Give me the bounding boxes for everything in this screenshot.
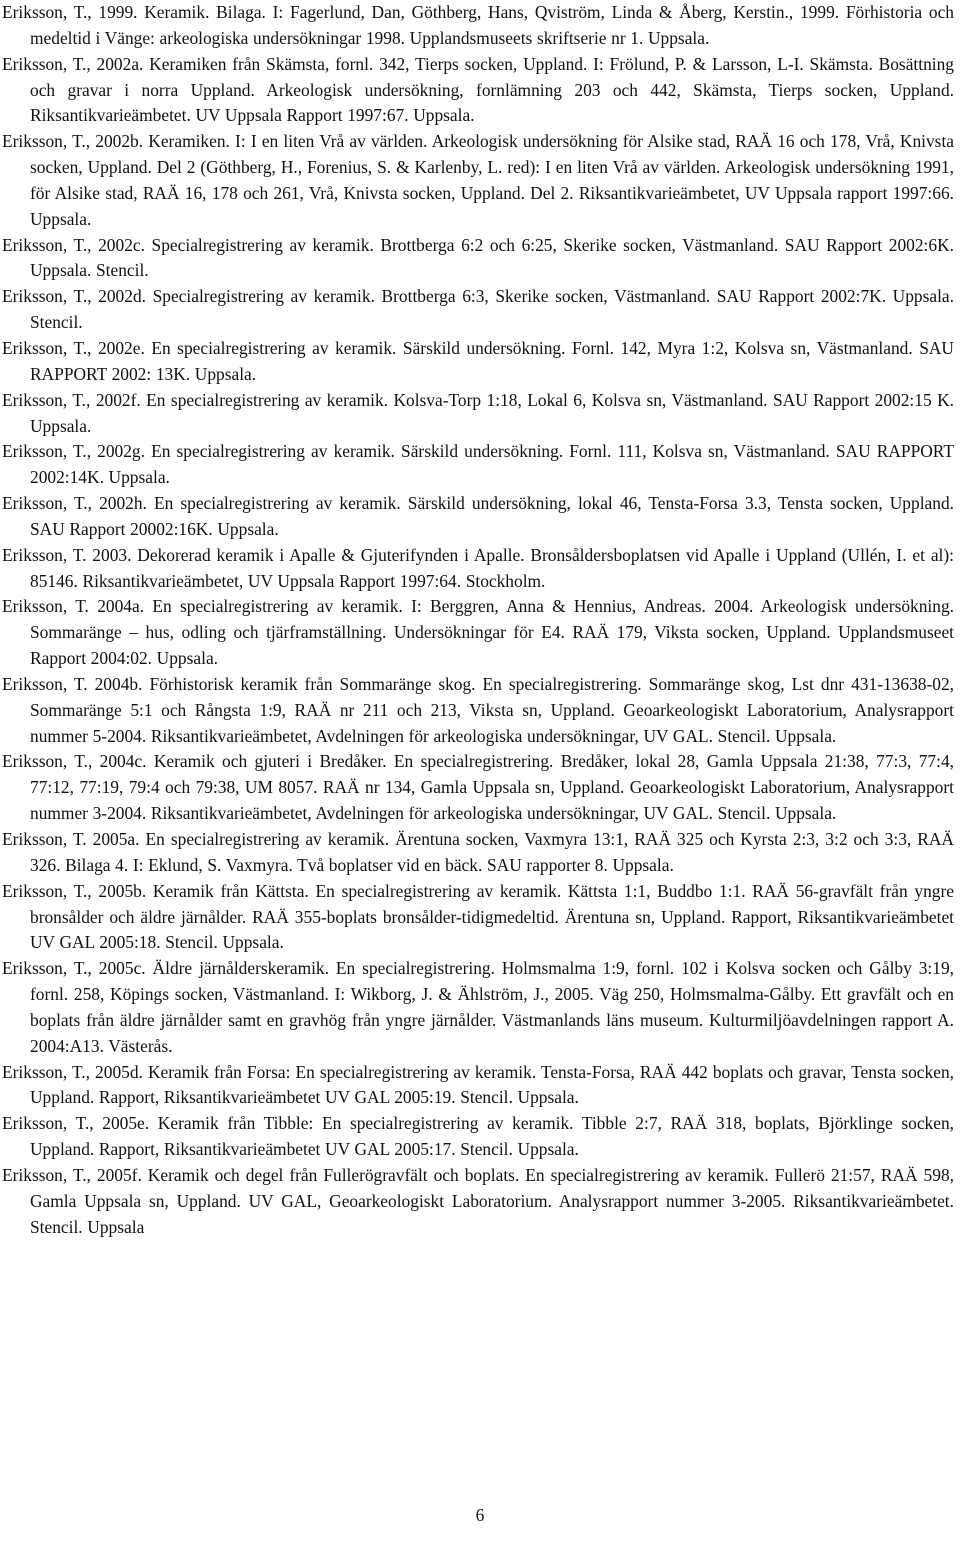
reference-entry: Eriksson, T., 2002f. En specialregistrering av keramik. Kolsva-Torp 1:18, Lokal 6, Kolsva sn, Västmanland. SAU Rapport 2002:15 K. Uppsala. bbox=[2, 389, 954, 436]
reference-entry: Eriksson, T., 2002b. Keramiken. I: I en liten Vrå av världen. Arkeologisk undersökning för Alsike stad, RAÄ 16 och 178, Vrå, Knivsta socken, Uppland. Del 2 (Göthberg, H., Forenius, S. & Karlenby, L. red): I en liten Vrå av världen. Arkeologisk undersökning 1991, för Alsike stad, RAÄ 16, 178 och 261, Vrå, Knivsta socken, Uppland. Del 2. Riksantikvarieämbetet, UV Uppsala rapport 1997:66. Uppsala. bbox=[2, 131, 954, 229]
reference-entry: Eriksson, T., 2005c. Äldre järnålderskeramik. En specialregistrering. Holmsmalma 1:9, fornl. 102 i Kolsva socken och Gålby 3:19, fornl. 258, Köpings socken, Västmanland. I: Wikborg, J. & Ählström, J., 2005. Väg 250, Holmsmalma-Gålby. Ett gravfält och en boplats från äldre järnålder samt en gravhög från yngre järnålder. Västmanlands läns museum. Kulturmiljöavdelningen rapport A. 2004:A13. Västerås. bbox=[2, 958, 954, 1056]
reference-entry: Eriksson, T., 2005b. Keramik från Kättsta. En specialregistrering av keramik. Kättsta 1:1, Buddbo 1:1. RAÄ 56-gravfält från yngre bronsålder och äldre järnålder. RAÄ 355-boplats bronsålder-tidigmedeltid. Ärentuna sn, Uppland. Rapport, Riksantikvarieämbetet UV GAL 2005:18. Stencil. Uppsala. bbox=[2, 880, 954, 953]
reference-entry: Eriksson, T., 2002e. En specialregistrering av keramik. Särskild undersökning. Fornl. 142, Myra 1:2, Kolsva sn, Västmanland. SAU RAPPORT 2002: 13K. Uppsala. bbox=[2, 337, 954, 384]
reference-entry: Eriksson, T., 2005d. Keramik från Forsa: En specialregistrering av keramik. Tensta-Forsa, RAÄ 442 boplats och gravar, Tensta socken, Uppland. Rapport, Riksantikvarieämbetet UV GAL 2005:19. Stencil. Uppsala. bbox=[2, 1061, 954, 1108]
reference-entry: Eriksson, T., 2004c. Keramik och gjuteri i Bredåker. En specialregistrering. Bredåker, lokal 28, Gamla Uppsala 21:38, 77:3, 77:4, 77:12, 77:19, 79:4 och 79:38, UM 8057. RAÄ nr 134, Gamla Uppsala sn, Uppland. Geoarkeologiskt Laboratorium, Analysrapport nummer 3-2004. Riksantikvarieämbetet, Avdelningen för arkeologiska undersökningar, UV GAL. Stencil. Uppsala. bbox=[2, 751, 954, 824]
reference-entry: Eriksson, T., 2002g. En specialregistrering av keramik. Särskild undersökning. Fornl. 111, Kolsva sn, Västmanland. SAU RAPPORT 2002:14K. Uppsala. bbox=[2, 441, 954, 488]
reference-entry: Eriksson, T. 2004a. En specialregistrering av keramik. I: Berggren, Anna & Hennius, Andreas. 2004. Arkeologisk undersökning. Sommaränge – hus, odling och tjärframställning. Undersökningar för E4. RAÄ 179, Viksta socken, Uppland. Upplandsmuseet Rapport 2004:02. Uppsala. bbox=[2, 596, 954, 669]
reference-list bbox=[2, 0, 954, 1241]
reference-entry: Eriksson, T. 2004b. Förhistorisk keramik från Sommaränge skog. En specialregistrering. Sommaränge skog, Lst dnr 431-13638-02, Sommaränge 5:1 och Rångsta 1:9, RAÄ nr 211 och 213, Viksta sn, Uppland. Geoarkeologiskt Laboratorium, Analysrapport nummer 5-2004. Riksantikvarieämbetet, Avdelningen för arkeologiska undersökningar, UV GAL. Stencil. Uppsala. bbox=[2, 673, 954, 746]
reference-entry: Eriksson, T. 2003. Dekorerad keramik i Apalle & Gjuterifynden i Apalle. Bronsåldersboplatsen vid Apalle i Uppland (Ullén, I. et al): 85146. Riksantikvarieämbetet, UV Uppsala Rapport 1997:64. Stockholm. bbox=[2, 544, 954, 591]
reference-entry: Eriksson, T. 2005a. En specialregistrering av keramik. Ärentuna socken, Vaxmyra 13:1, RAÄ 325 och Kyrsta 2:3, 3:2 och 3:3, RAÄ 326. Bilaga 4. I: Eklund, S. Vaxmyra. Två boplatser vid en bäck. SAU rapporter 8. Uppsala. bbox=[2, 829, 954, 875]
reference-entry: Eriksson, T., 2005e. Keramik från Tibble: En specialregistrering av keramik. Tibble 2:7, RAÄ 318, boplats, Björklinge socken, Uppland. Rapport, Riksantikvarieämbetet UV GAL 2005:17. Stencil. Uppsala. bbox=[2, 1113, 954, 1160]
reference-entry: Eriksson, T., 2002c. Specialregistrering av keramik. Brottberga 6:2 och 6:25, Skerike socken, Västmanland. SAU Rapport 2002:6K. Uppsala. Stencil. bbox=[2, 234, 954, 281]
reference-entry: Eriksson, T., 2005f. Keramik och degel från Fullerögravfält och boplats. En specialregistrering av keramik. Fullerö 21:57, RAÄ 598, Gamla Uppsala sn, Uppland. UV GAL, Geoarkeologiskt Laboratorium. Analysrapport nummer 3-2005. Riksantikvarieämbetet. Stencil. Uppsala bbox=[2, 1164, 954, 1237]
reference-entry: Eriksson, T., 2002h. En specialregistrering av keramik. Särskild undersökning, lokal 46, Tensta-Forsa 3.3, Tensta socken, Uppland. SAU Rapport 20002:16K. Uppsala. bbox=[2, 493, 954, 539]
reference-entry: Eriksson, T., 1999. Keramik. Bilaga. I: Fagerlund, Dan, Göthberg, Hans, Qviström, Linda & Åberg, Kerstin., 1999. Förhistoria och medeltid i Vänge: arkeologiska undersökningar 1998. Upplandsmuseets skriftserie nr 1. Uppsala. bbox=[2, 2, 954, 48]
reference-entry: Eriksson, T., 2002d. Specialregistrering av keramik. Brottberga 6:3, Skerike socken, Västmanland. SAU Rapport 2002:7K. Uppsala. Stencil. bbox=[2, 286, 954, 333]
reference-entry: Eriksson, T., 2002a. Keramiken från Skämsta, fornl. 342, Tierps socken, Uppland. I: Frölund, P. & Larsson, L-I. Skämsta. Bosättning och gravar i norra Uppland. Arkeologisk undersökning, fornlämning 203 och 442, Skämsta, Tierps socken, Uppland. Riksantikvarieämbetet. UV Uppsala Rapport 1997:67. Uppsala. bbox=[2, 53, 954, 126]
page-number: 6 bbox=[475, 1505, 485, 1525]
